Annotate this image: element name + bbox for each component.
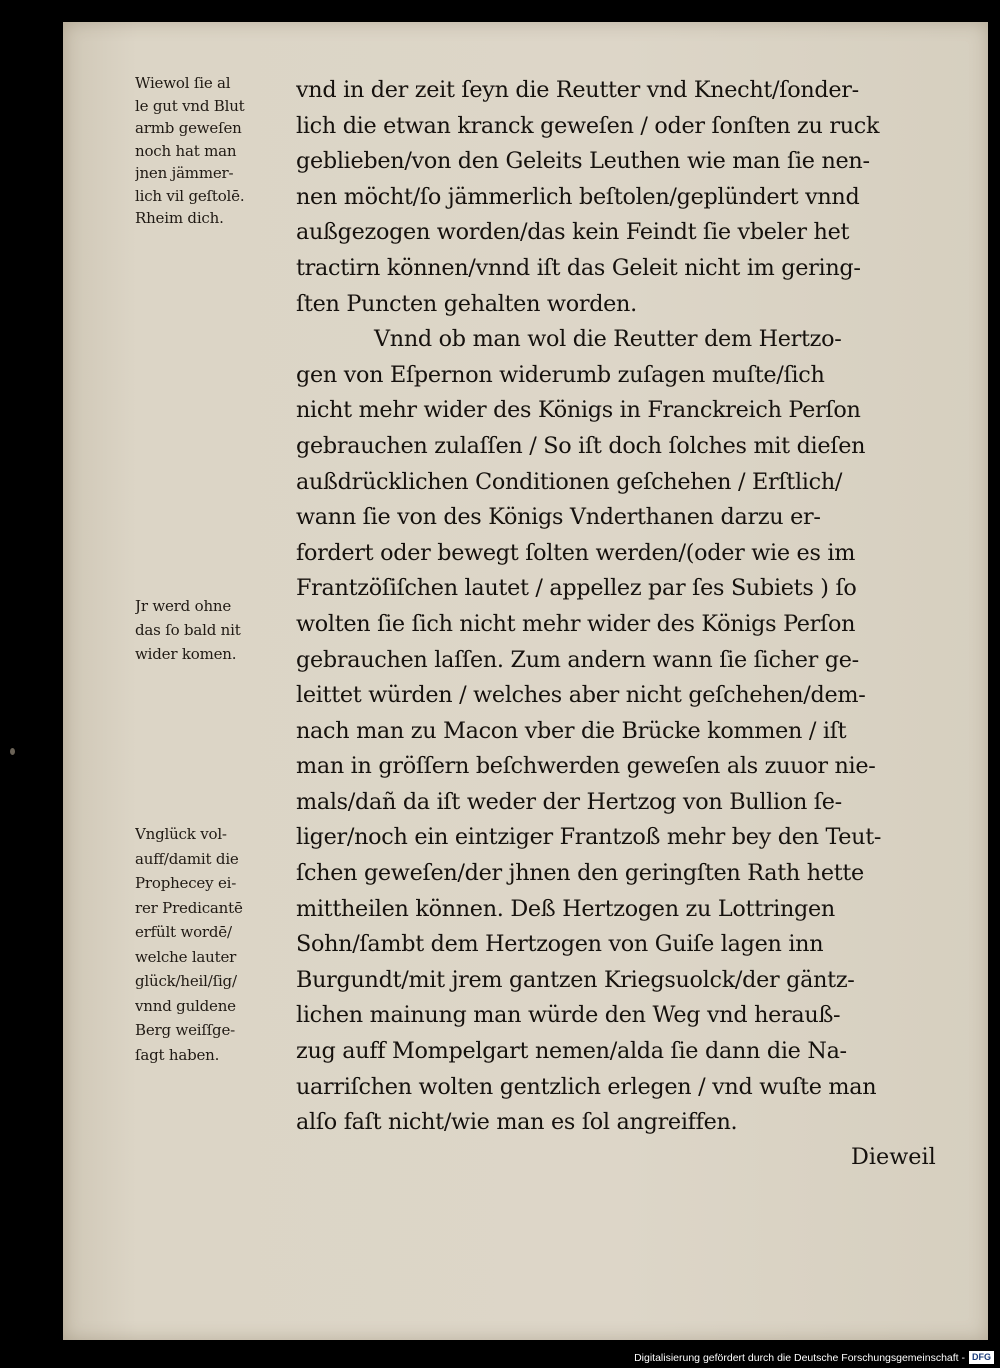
body-text-line: fordert oder bewegt ſolten werden/(oder wie es im: [296, 539, 856, 566]
body-text-line: außgezogen worden/das kein Feindt ſie vbeler het: [296, 219, 850, 246]
margin-note-1: [135, 72, 295, 230]
margin-note-line: ſagt haben.: [135, 1045, 220, 1064]
margin-note-line: vnnd guldene: [135, 996, 236, 1015]
dfg-logo-icon: DFG: [969, 1351, 994, 1364]
body-text-line: liger/noch ein eintziger Frantzoß mehr bey den Teut-: [296, 824, 882, 851]
body-text-line: tractirn können/vnnd iſt das Geleit nicht im gering-: [296, 254, 861, 281]
margin-note-line: Vnglück vol-: [135, 825, 227, 843]
margin-note-line: jnen jämmer-: [135, 164, 234, 182]
digitization-footer: [634, 1351, 994, 1364]
body-text-line: Burgundt/mit jrem gantzen Kriegsuolck/der gäntz-: [296, 966, 855, 993]
body-text-line: lich die etwan kranck geweſen / oder ſonſten zu ruck: [296, 112, 880, 139]
margin-note-line: lich vil geſtolē.: [135, 186, 245, 205]
margin-note-2: [135, 594, 295, 666]
body-text-line: Sohn/ſambt dem Hertzogen von Guiſe lagen inn: [296, 931, 824, 958]
body-text-line: nach man zu Macon vber die Brücke kommen / iſt: [296, 717, 847, 744]
body-text-line: mals/dañ da iſt weder der Hertzog von Bullion ſe-: [296, 788, 842, 815]
body-text-line: alſo faſt nicht/wie man es ſol angreiffen.: [296, 1109, 738, 1136]
margin-note-line: le gut vnd Blut: [135, 96, 245, 115]
body-text-line: man in gröſſern beſchwerden geweſen als zuuor nie-: [296, 753, 876, 780]
body-text-line: ſchen geweſen/der jhnen den geringſten Rath hette: [296, 860, 864, 887]
body-text-line: ſten Puncten gehalten worden.: [296, 290, 637, 317]
body-text-line: wolten ſie ſich nicht mehr wider des Königs Perſon: [296, 610, 856, 637]
body-text-line: gebrauchen laſſen. Zum andern wann ſie ſicher ge-: [296, 646, 859, 673]
margin-note-line: rer Predicantē: [135, 898, 243, 917]
margin-note-line: Prophecey ei-: [135, 874, 237, 892]
body-text-line: geblieben/von den Geleits Leuthen wie man ſie nen-: [296, 148, 870, 175]
body-text-line: lichen mainung man würde den Weg vnd herauß-: [296, 1002, 841, 1029]
margin-note-line: glück/heil/ſig/: [135, 972, 237, 990]
body-text-line: uarriſchen wolten gentzlich erlegen / vnd wuſte man: [296, 1073, 877, 1100]
book-page: [63, 22, 988, 1340]
margin-note-line: wider komen.: [135, 645, 237, 663]
margin-note-line: erfült wordē/: [135, 923, 232, 941]
margin-note-3: [135, 822, 295, 1067]
body-text-line: leittet würden / welches aber nicht geſchehen/dem-: [296, 682, 866, 709]
margin-note-line: das ſo bald nit: [135, 621, 241, 639]
footer-credit-text: Digitalisierung gefördert durch die Deutsche Forschungsgemeinschaft -: [634, 1351, 965, 1364]
margin-note-line: armb geweſen: [135, 119, 242, 137]
margin-note-line: noch hat man: [135, 141, 237, 160]
body-text-line: Frantzöſiſchen lautet / appellez par ſes Subiets ) ſo: [296, 575, 857, 602]
margin-note-line: Rheim dich.: [135, 209, 224, 227]
margin-note-line: Wiewol ſie al: [135, 74, 231, 92]
body-text-line: vnd in der zeit ſeyn die Reutter vnd Knecht/ſonder-: [296, 77, 859, 103]
margin-note-line: welche lauter: [135, 947, 237, 966]
body-text-line: nen möcht/ſo jämmerlich beſtolen/geplündert vnnd: [296, 183, 860, 210]
body-text-line: außdrücklichen Conditionen geſchehen / Erſtlich/: [296, 468, 843, 495]
body-text-line: zug auff Mompelgart nemen/alda ſie dann die Na-: [296, 1038, 847, 1065]
body-text: [296, 73, 986, 1141]
body-text-line: nicht mehr wider des Königs in Franckreich Perſon: [296, 397, 861, 424]
body-text-line: gebrauchen zulaſſen / So iſt doch ſolches mit dieſen: [296, 432, 866, 459]
body-text-line: gen von Eſpernon widerumb zuſagen muſte/ſich: [296, 361, 825, 388]
body-text-line: mittheilen können. Deß Hertzogen zu Lottringen: [296, 895, 835, 922]
scan-speck: [10, 748, 15, 755]
margin-note-line: Berg weiſſge-: [135, 1021, 236, 1039]
catchword: Dieweil: [851, 1144, 936, 1170]
margin-note-line: Jr werd ohne: [135, 597, 232, 615]
body-text-line: wann ſie von des Königs Vnderthanen darzu er-: [296, 504, 821, 531]
body-text-line: Vnnd ob man wol die Reutter dem Hertzo-: [374, 326, 842, 353]
margin-note-line: auff/damit die: [135, 849, 239, 868]
